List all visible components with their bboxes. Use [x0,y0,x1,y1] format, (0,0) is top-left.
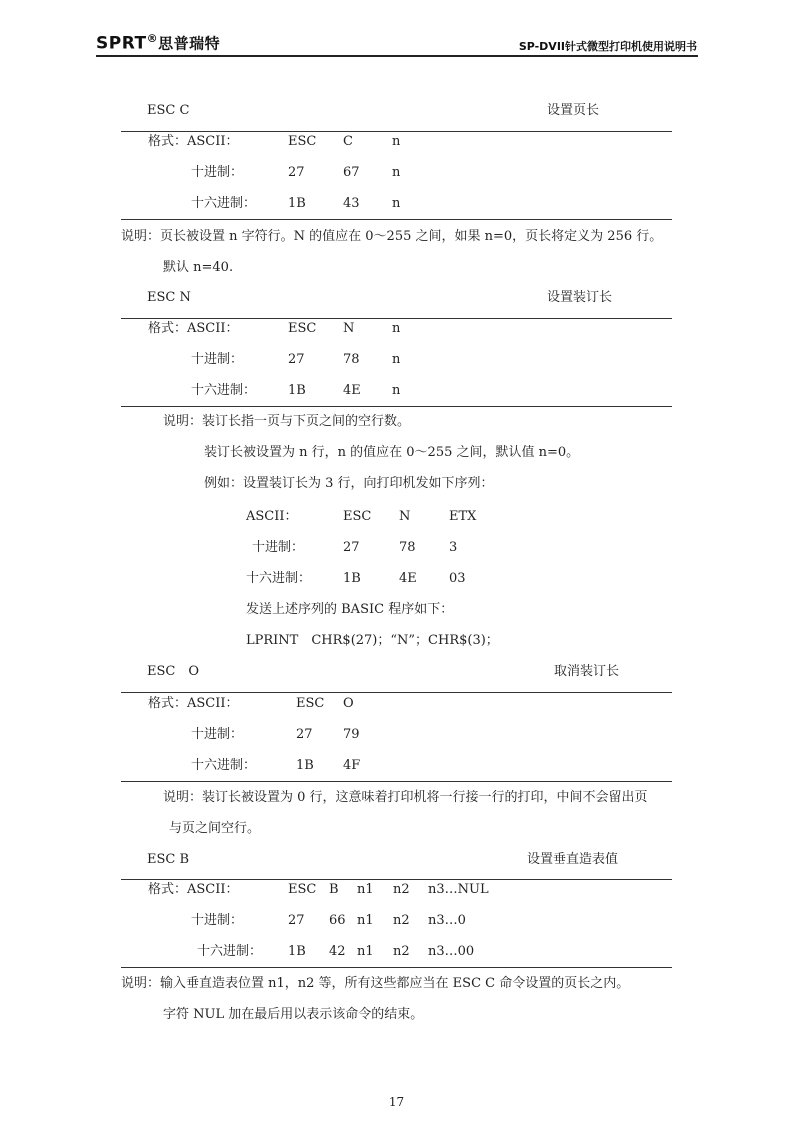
table-cell: 1B [288,196,306,211]
table-cell: 42 [329,944,346,959]
table-cell: 27 [288,352,305,367]
format-label: 格式：ASCII： [148,882,239,897]
table-bottom-rule [121,406,672,407]
format-label: 格式：ASCII： [148,134,239,149]
table-cell: 1B [296,758,314,773]
table-cell: 79 [343,727,360,742]
example-cell: N [399,509,411,524]
example-label: 十六进制： [246,571,312,586]
table-cell: ESC [288,321,317,336]
table-cell: ESC [288,134,317,149]
note-line: 字符 NUL 加在最后用以表示该命令的结束。 [163,1007,424,1022]
page-number: 17 [388,1095,405,1109]
note-line: 例如：设置装订长为 3 行，向打印机发如下序列： [204,476,494,491]
table-cell: 43 [343,196,360,211]
example-cell: 4E [399,571,417,586]
example-cell: 3 [449,540,458,555]
example-cell: 78 [399,540,416,555]
note-line: 说明：装订长被设置为 0 行，这意味着打印机将一行接一行的打印，中间不会留出页 [163,790,648,805]
example-cell: 1B [343,571,361,586]
note-line: 装订长被设置为 n 行，n 的值应在 0～255 之间，默认值 n=0。 [204,445,580,460]
format-label: 格式：ASCII： [148,321,239,336]
hex-label: 十六进制： [191,196,257,211]
table-cell: n3…00 [428,944,475,959]
note-line: 与页之间空行。 [169,821,261,836]
table-cell: 67 [343,165,360,180]
table-cell: n3…NUL [428,882,489,897]
table-cell: n3…0 [428,913,466,928]
command-esc-c: ESC C [147,103,190,118]
table-cell: 78 [343,352,360,367]
example-label: ASCII： [246,509,298,524]
table-top-rule [121,692,672,693]
hex-label: 十六进制： [197,944,263,959]
table-cell: B [329,882,339,897]
table-bottom-rule [121,219,672,220]
table-cell: 27 [296,727,313,742]
decimal-label: 十进制： [191,352,244,367]
registered-mark: ® [146,32,159,45]
format-label: 格式：ASCII： [148,696,239,711]
note-line: 发送上述序列的 BASIC 程序如下： [246,602,454,617]
table-cell: 4F [343,758,361,773]
command-esc-n: ESC N [147,290,191,305]
table-cell: 4E [343,383,361,398]
table-cell: n [392,352,401,367]
table-cell: n1 [357,944,374,959]
table-top-rule [121,318,672,319]
note-line: 说明：装订长指一页与下页之间的空行数。 [163,414,411,429]
example-cell: 03 [449,571,466,586]
table-cell: 1B [288,944,306,959]
table-cell: 27 [288,165,305,180]
table-cell: 1B [288,383,306,398]
command-esc-b: ESC B [147,852,190,867]
brand-name: SPRT [96,33,147,54]
table-cell: 27 [288,913,305,928]
header-divider [96,55,698,57]
hex-label: 十六进制： [191,758,257,773]
decimal-label: 十进制： [191,913,244,928]
command-title-set-vertical-tab: 设置垂直造表值 [527,852,619,867]
table-top-rule [121,879,672,880]
document-title: SP-DVII针式微型打印机使用说明书 [518,40,697,53]
table-cell: n [392,134,401,149]
example-cell: ESC [343,509,372,524]
command-title-set-page-length: 设置页长 [547,103,600,118]
table-bottom-rule [121,781,672,782]
code-line: LPRINT CHR$(27)；“N”；CHR$(3)； [246,633,499,648]
table-bottom-rule [121,967,672,968]
command-title-set-binding-length: 设置装订长 [547,290,613,305]
table-cell: n2 [393,882,410,897]
table-cell: n2 [393,944,410,959]
table-cell: N [343,321,355,336]
note-line: 说明：输入垂直造表位置 n1，n2 等，所有这些都应当在 ESC C 命令设置的页长之内。 [121,976,630,991]
decimal-label: 十进制： [191,165,244,180]
table-cell: ESC [288,882,317,897]
example-cell: ETX [449,509,477,524]
example-cell: 27 [343,540,360,555]
table-cell: n [392,383,401,398]
note-line: 说明：页长被设置 n 字符行。N 的值应在 0～255 之间，如果 n=0，页长将定义为 256 行。 [121,229,663,244]
table-cell: n2 [393,913,410,928]
brand-name-cn: 思普瑞特 [158,34,221,53]
note-line: 默认 n=40. [163,260,234,275]
table-cell: n [392,321,401,336]
table-cell: ESC [296,696,325,711]
table-top-rule [121,131,672,132]
table-cell: n [392,196,401,211]
command-esc-o: ESC O [147,664,200,679]
table-cell: n1 [357,913,374,928]
brand-logo [96,32,220,54]
table-cell: n1 [357,882,374,897]
table-cell: C [343,134,353,149]
decimal-label: 十进制： [191,727,244,742]
table-cell: O [343,696,354,711]
table-cell: n [392,165,401,180]
table-cell: 66 [329,913,346,928]
hex-label: 十六进制： [191,383,257,398]
example-label: 十进制： [252,540,305,555]
command-title-cancel-binding-length: 取消装订长 [554,664,620,679]
